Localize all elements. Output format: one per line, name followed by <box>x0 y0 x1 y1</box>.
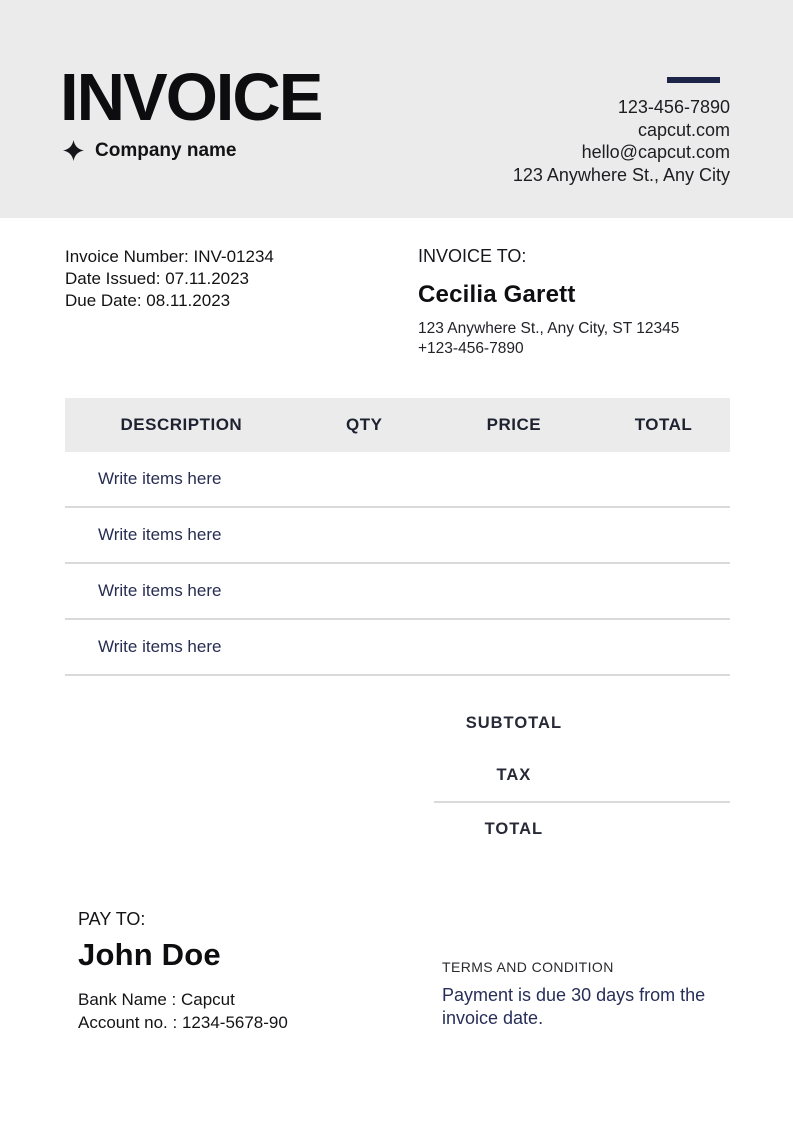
terms-text: Payment is due 30 days from the invoice date. <box>442 985 706 1028</box>
payee-name: John Doe <box>78 937 221 972</box>
tax-row <box>65 749 730 801</box>
item-description-placeholder[interactable]: Write items here <box>98 469 222 488</box>
invoice-meta-section <box>0 246 793 359</box>
bank-name-label: Bank Name : <box>78 990 177 1009</box>
date-issued-label: Date Issued: <box>65 269 161 288</box>
table-row <box>65 452 730 508</box>
subtotal-label: SUBTOTAL <box>465 713 563 732</box>
invoice-title: INVOICE <box>60 60 322 135</box>
due-date-value: 08.11.2023 <box>146 291 231 310</box>
table-row <box>65 564 730 620</box>
bill-to-heading: INVOICE TO: <box>418 246 527 266</box>
contact-phone: 123-456-7890 <box>617 97 730 117</box>
contact-info <box>513 0 730 218</box>
subtotal-row <box>65 697 730 749</box>
column-header-qty: QTY <box>346 415 383 434</box>
total-label: TOTAL <box>484 819 544 838</box>
header <box>0 0 793 218</box>
date-issued-value: 07.11.2023 <box>165 269 250 288</box>
column-header-price: PRICE <box>486 415 542 434</box>
header-left <box>60 0 322 218</box>
invoice-number-value: INV-01234 <box>193 247 274 266</box>
bill-to <box>418 246 730 359</box>
company <box>63 139 322 162</box>
client-address: 123 Anywhere St., Any City, ST 12345 <box>418 320 680 337</box>
client-name: Cecilia Garett <box>418 281 576 308</box>
account-number-label: Account no. : <box>78 1013 178 1032</box>
pay-to-heading: PAY TO: <box>78 909 146 929</box>
table-row <box>65 620 730 676</box>
invoice-number-line <box>65 246 418 268</box>
date-issued-line <box>65 268 418 290</box>
account-number-value: 1234-5678-90 <box>181 1013 288 1032</box>
item-description-placeholder[interactable]: Write items here <box>98 525 222 544</box>
bank-name-line <box>78 988 288 1011</box>
contact-website: capcut.com <box>637 119 730 140</box>
due-date-line <box>65 290 418 312</box>
account-number-line <box>78 1011 288 1034</box>
invoice-number-label: Invoice Number: <box>65 247 189 266</box>
invoice-meta <box>65 246 418 359</box>
items-table <box>65 398 730 676</box>
footer <box>0 909 793 1034</box>
client-phone: +123-456-7890 <box>418 340 524 357</box>
total-row <box>65 803 730 855</box>
accent-line <box>667 77 720 83</box>
item-description-placeholder[interactable]: Write items here <box>98 637 222 656</box>
company-name: Company name <box>95 139 237 161</box>
item-description-placeholder[interactable]: Write items here <box>98 581 222 600</box>
sparkle-icon <box>63 139 84 162</box>
due-date-label: Due Date: <box>65 291 142 310</box>
column-header-description: DESCRIPTION <box>120 415 243 434</box>
contact-address: 123 Anywhere St., Any City <box>512 164 730 185</box>
payment-info <box>78 909 288 1034</box>
totals-section <box>65 697 730 855</box>
terms-section <box>442 909 730 1034</box>
table-row <box>65 508 730 564</box>
table-header-row <box>65 398 730 452</box>
contact-email: hello@capcut.com <box>581 142 730 162</box>
terms-heading: TERMS AND CONDITION <box>442 959 614 975</box>
column-header-total: TOTAL <box>634 415 693 434</box>
tax-label: TAX <box>496 765 532 784</box>
bank-name-value: Capcut <box>181 990 235 1009</box>
